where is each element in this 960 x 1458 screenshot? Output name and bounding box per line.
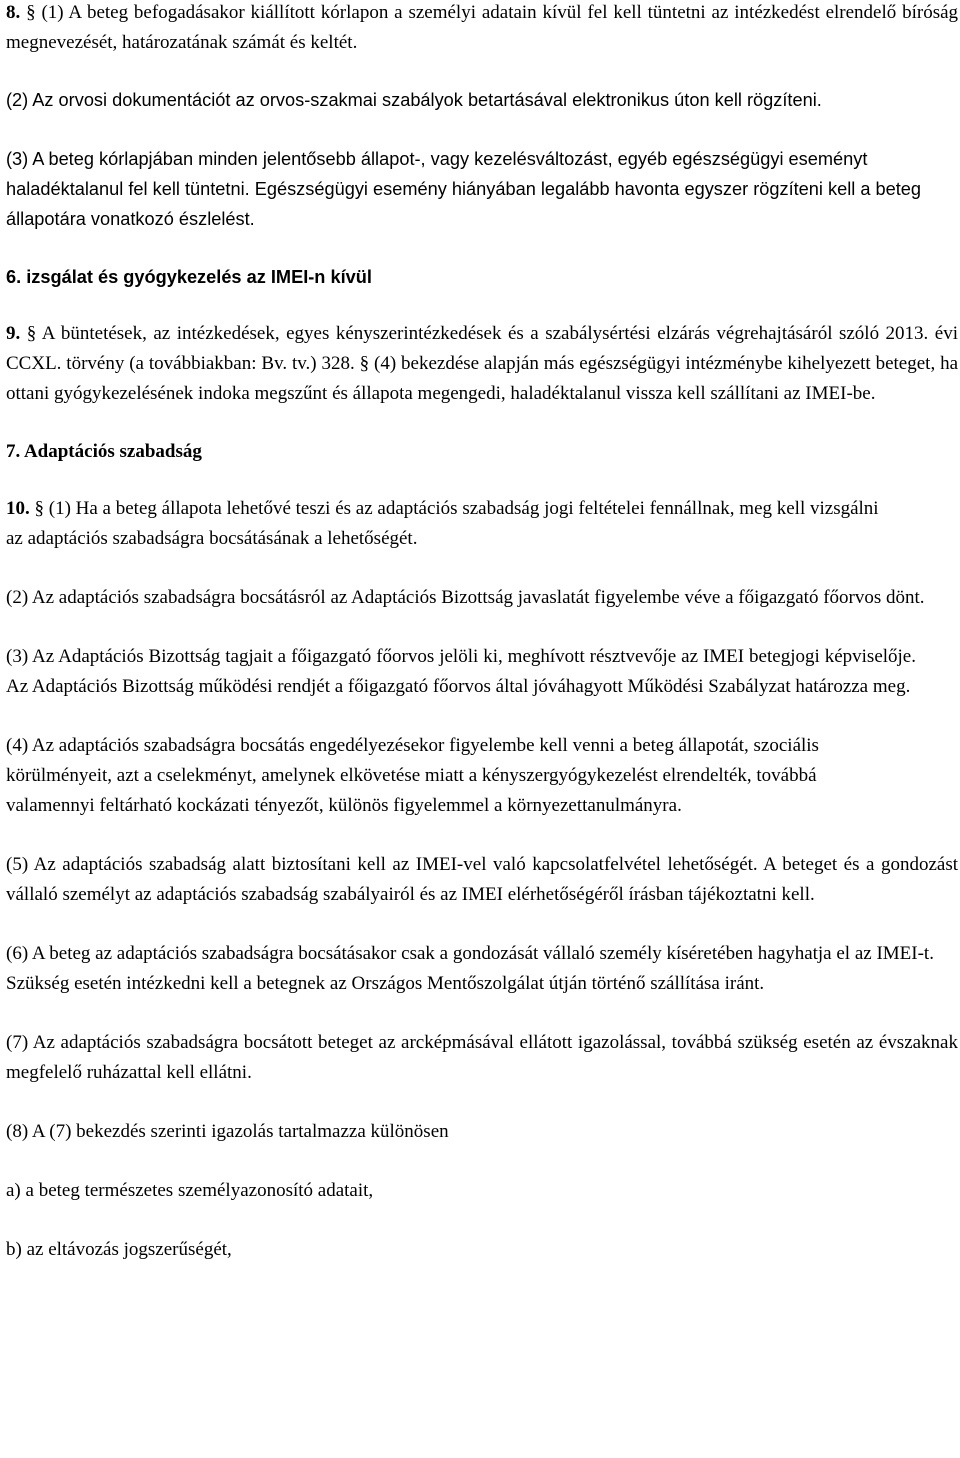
section-10-paragraph-7: (7) Az adaptációs szabadságra bocsátott beteget az arcképmásával ellátott igazolással, továbbá szükség esetén az évszaknak megfelelő ruházattal kell ellátni.	[6, 1032, 958, 1083]
section-10-paragraph-2: (2) Az adaptációs szabadságra bocsátásról az Adaptációs Bizottság javaslatát figyelembe véve a főigazgató főorvos dönt.	[6, 587, 925, 608]
section-sign: §	[26, 2, 36, 23]
section-10-paragraph-5: (5) Az adaptációs szabadság alatt biztosítani kell az IMEI-vel való kapcsolatfelvétel lehetőségét. A beteget és a gondozást vállaló személyt az adaptációs szabadság szabályairól és az IMEI elérhetőségéről írásban tájékoztatni kell.	[6, 854, 958, 905]
section-8-paragraph-1-text: (1) A beteg befogadásakor kiállított kórlapon a személyi adatain kívül fel kell tüntetni az intézkedést elrendelő bíróság megnevezését, határozatának számát és keltét.	[6, 2, 959, 53]
section-10-paragraph-6: (6) A beteg az adaptációs szabadságra bocsátásakor csak a gondozását vállaló személy kíséretében hagyhatja el az IMEI-t. Szükség esetén intézkedni kell a betegnek az Országos Mentőszolgálat útján történő szállítása iránt.	[6, 943, 934, 994]
section-8-number: 8.	[6, 2, 21, 23]
section-10-number: 10.	[6, 498, 30, 519]
section-8-paragraph-2: (2) Az orvosi dokumentációt az orvos-szakmai szabályok betartásával elektronikus úton kell rögzíteni.	[6, 90, 822, 110]
section-9-text-part-2: (4) bekezdése alapján más egészségügyi intézménybe kihelyezett beteget, ha ottani gyógykezelésének indoka megszűnt és állapota megengedi, haladéktalanul vissza kell szállítani az IMEI-be.	[6, 353, 959, 404]
heading-6: 6. izsgálat és gyógykezelés az IMEI-n kívül	[6, 267, 372, 287]
section-10-paragraph-3: (3) Az Adaptációs Bizottság tagjait a főigazgató főorvos jelöli ki, meghívott résztvevője az IMEI betegjogi képviselője. Az Adaptációs Bizottság működési rendjét a főigazgató főorvos által jóváhagyott Működési Szabályzat határozza meg.	[6, 646, 916, 697]
section-10-paragraph-8: (8) A (7) bekezdés szerinti igazolás tartalmazza különösen	[6, 1121, 449, 1142]
section-sign: §	[34, 498, 44, 519]
section-9-number: 9.	[6, 323, 21, 344]
document-page	[6, 0, 958, 1265]
section-sign: §	[359, 353, 370, 374]
list-item-a: a) a beteg természetes személyazonosító adatait,	[6, 1180, 374, 1201]
section-9-paragraph	[6, 319, 958, 409]
section-sign: §	[26, 323, 37, 344]
section-10-paragraph-1-text: (1) Ha a beteg állapota lehetővé teszi és az adaptációs szabadság jogi feltételei fennállnak, meg kell vizsgálni az adaptációs szabadságra bocsátásának a lehetőségét.	[6, 498, 879, 549]
heading-7: 7. Adaptációs szabadság	[6, 441, 202, 462]
list-item-b: b) az eltávozás jogszerűségét,	[6, 1239, 232, 1260]
section-10-paragraph-1	[6, 494, 896, 554]
section-8-paragraph-1	[6, 0, 958, 58]
section-8-paragraph-3: (3) A beteg kórlapjában minden jelentősebb állapot-, vagy kezelésváltozást, egyéb egészségügyi eseményt haladéktalanul fel kell tüntetni. Egészségügyi esemény hiányában legalább havonta egyszer rögzíteni kell a beteg állapotára vonatkozó észlelést.	[6, 149, 922, 229]
section-10-paragraph-4: (4) Az adaptációs szabadságra bocsátás engedélyezésekor figyelembe kell venni a beteg állapotát, szociális körülményeit, azt a cselekményt, amelynek elkövetése miatt a kényszergyógykezelést elrendelték, továbbá valamennyi feltárható kockázati tényezőt, különös figyelemmel a környezettanulmányra.	[6, 735, 819, 816]
section-9-text-part-1: A büntetések, az intézkedések, egyes kényszerintézkedések és a szabálysértési elzárás végrehajtásáról szóló 2013. évi CCXL. törvény (a továbbiakban: Bv. tv.) 328.	[6, 323, 959, 374]
